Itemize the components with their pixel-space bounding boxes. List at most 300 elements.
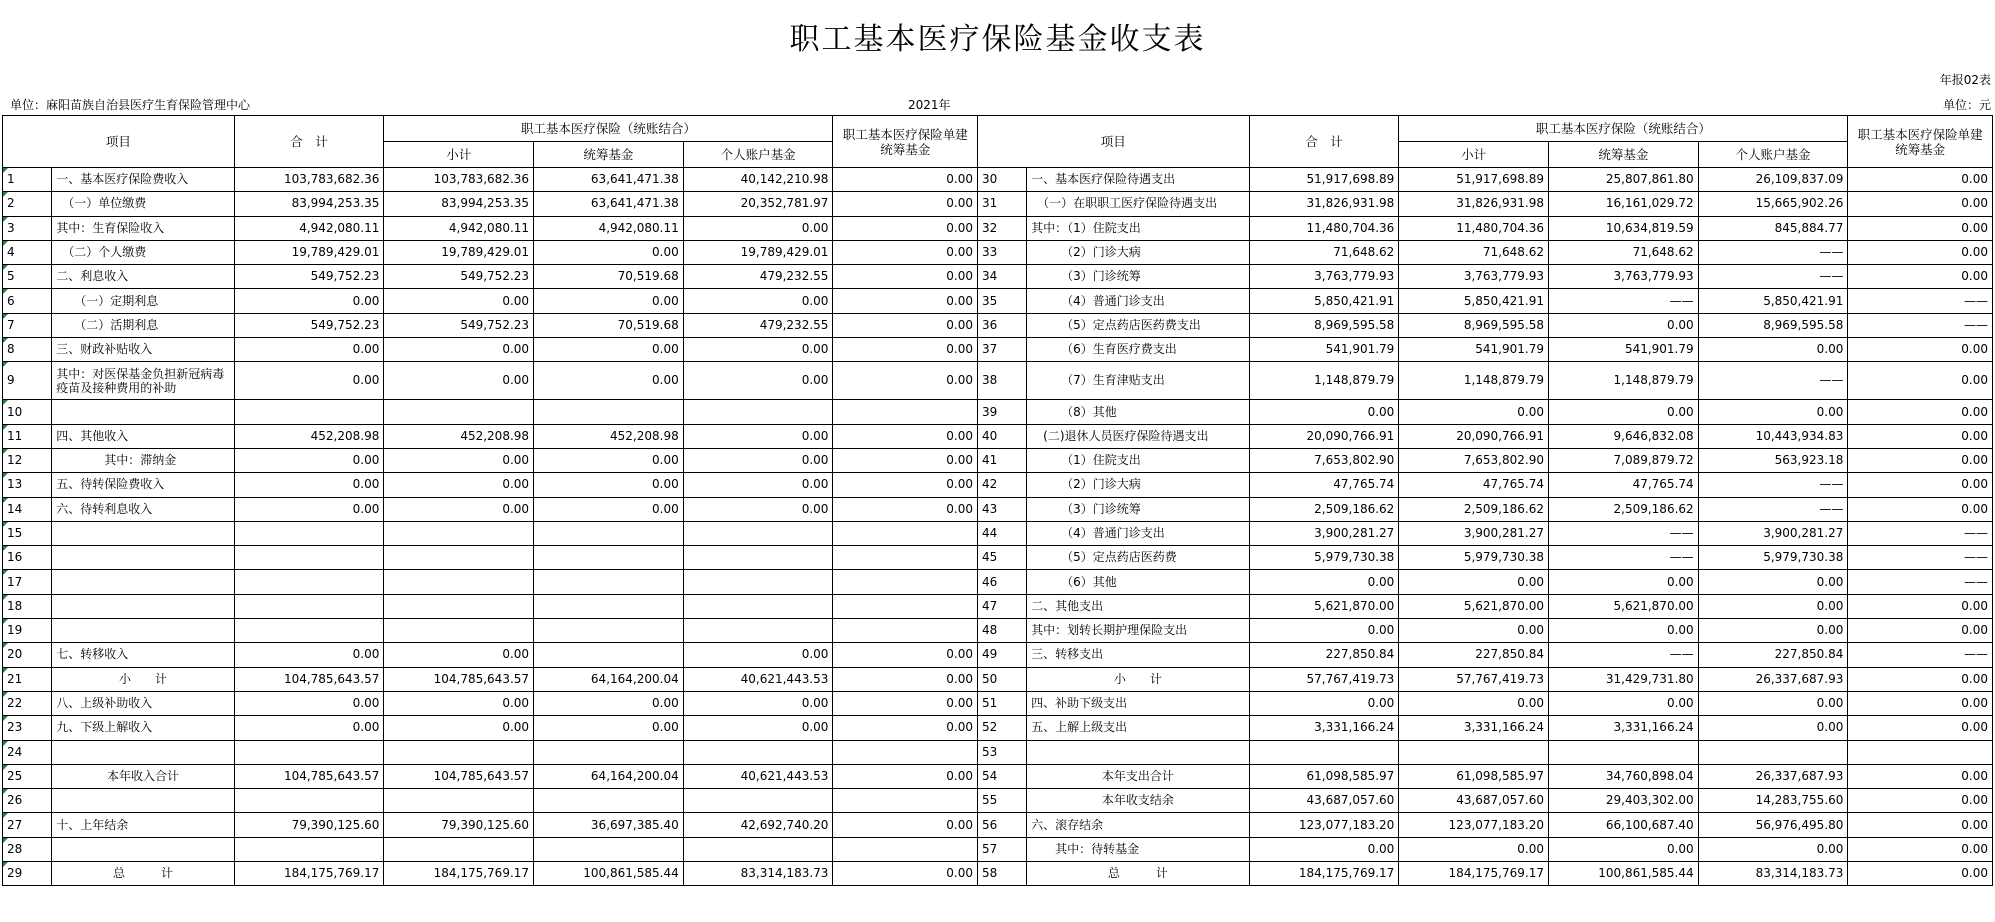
right-value-cell: 5,621,870.00 <box>1399 594 1549 618</box>
left-value-cell: 0.00 <box>384 289 534 313</box>
left-value-cell <box>833 400 978 424</box>
right-item-label: （7）生育津贴支出 <box>1027 362 1249 400</box>
left-value-cell: 0.00 <box>683 448 833 472</box>
table-row <box>3 289 1993 313</box>
right-value-cell: 123,077,183.20 <box>1399 813 1549 837</box>
left-value-cell: 4,942,080.11 <box>234 216 384 240</box>
right-value-cell: 5,979,730.38 <box>1399 546 1549 570</box>
right-value-cell: 0.00 <box>1698 619 1848 643</box>
right-value-cell: 0.00 <box>1698 338 1848 362</box>
right-value-cell: 31,826,931.98 <box>1399 192 1549 216</box>
right-value-cell: 184,175,769.17 <box>1249 862 1399 886</box>
right-line-number: 45 <box>977 546 1026 570</box>
table-row <box>3 789 1993 813</box>
right-value-cell: 26,337,687.93 <box>1698 764 1848 788</box>
left-value-cell: 0.00 <box>234 473 384 497</box>
left-value-cell: 479,232.55 <box>683 313 833 337</box>
left-value-cell: 0.00 <box>234 362 384 400</box>
right-item-label: 小 计 <box>1027 667 1249 691</box>
right-value-cell <box>1249 740 1399 764</box>
right-line-number: 38 <box>977 362 1026 400</box>
left-value-cell: 0.00 <box>833 192 978 216</box>
right-line-number: 32 <box>977 216 1026 240</box>
left-value-cell: 83,994,253.35 <box>234 192 384 216</box>
table-row <box>3 473 1993 497</box>
left-value-cell: 549,752.23 <box>384 313 534 337</box>
right-value-cell: 11,480,704.36 <box>1249 216 1399 240</box>
right-value-cell: 0.00 <box>1399 570 1549 594</box>
right-value-cell: 227,850.84 <box>1249 643 1399 667</box>
right-line-number: 44 <box>977 521 1026 545</box>
right-line-number: 43 <box>977 497 1026 521</box>
left-value-cell: 0.00 <box>683 691 833 715</box>
right-value-cell: 83,314,183.73 <box>1698 862 1848 886</box>
left-line-number: 17 <box>3 570 52 594</box>
left-value-cell <box>234 594 384 618</box>
left-value-cell: 63,641,471.38 <box>534 168 684 192</box>
right-value-cell: 5,979,730.38 <box>1698 546 1848 570</box>
right-total-header: 合 计 <box>1249 116 1399 168</box>
left-item-label <box>52 740 235 764</box>
left-value-cell: 4,942,080.11 <box>384 216 534 240</box>
left-value-cell: 0.00 <box>683 362 833 400</box>
left-line-number: 7 <box>3 313 52 337</box>
left-value-cell: 0.00 <box>833 643 978 667</box>
left-item-label: 其中：滞纳金 <box>52 448 235 472</box>
left-value-cell: 452,208.98 <box>234 424 384 448</box>
right-value-cell: 0.00 <box>1848 862 1993 886</box>
right-line-number: 33 <box>977 240 1026 264</box>
left-value-cell <box>833 619 978 643</box>
right-value-cell: 5,850,421.91 <box>1249 289 1399 313</box>
left-value-cell <box>384 837 534 861</box>
left-value-cell: 0.00 <box>384 716 534 740</box>
left-line-number: 14 <box>3 497 52 521</box>
left-value-cell <box>234 521 384 545</box>
left-line-number: 18 <box>3 594 52 618</box>
left-line-number: 20 <box>3 643 52 667</box>
left-value-cell: 64,164,200.04 <box>534 667 684 691</box>
right-item-label: 本年收支结余 <box>1027 789 1249 813</box>
right-item-label: （5）定点药店医药费支出 <box>1027 313 1249 337</box>
right-item-label: （1）住院支出 <box>1027 448 1249 472</box>
right-item-label: （4）普通门诊支出 <box>1027 521 1249 545</box>
left-item-label: 小 计 <box>52 667 235 691</box>
left-value-cell <box>534 643 684 667</box>
right-value-cell: 61,098,585.97 <box>1249 764 1399 788</box>
fund-statement-table <box>2 115 1993 886</box>
left-value-cell: 0.00 <box>683 424 833 448</box>
right-value-cell: 0.00 <box>1249 570 1399 594</box>
left-value-cell: 184,175,769.17 <box>234 862 384 886</box>
table-row <box>3 764 1993 788</box>
right-value-cell: 0.00 <box>1399 400 1549 424</box>
right-value-cell: 2,509,186.62 <box>1249 497 1399 521</box>
left-value-cell: 40,621,443.53 <box>683 764 833 788</box>
right-item-label: （2）门诊大病 <box>1027 473 1249 497</box>
left-value-cell: 79,390,125.60 <box>384 813 534 837</box>
right-value-cell: 2,509,186.62 <box>1399 497 1549 521</box>
right-value-cell: 0.00 <box>1848 619 1993 643</box>
left-value-cell <box>683 789 833 813</box>
right-value-cell: 71,648.62 <box>1249 240 1399 264</box>
right-item-label: 五、上解上级支出 <box>1027 716 1249 740</box>
left-value-cell <box>534 521 684 545</box>
right-personal-header: 个人账户基金 <box>1698 142 1848 168</box>
right-value-cell: 56,976,495.80 <box>1698 813 1848 837</box>
right-value-cell <box>1848 740 1993 764</box>
left-line-number: 12 <box>3 448 52 472</box>
right-value-cell: 0.00 <box>1548 619 1698 643</box>
left-item-label: （二）活期利息 <box>52 313 235 337</box>
left-value-cell <box>384 400 534 424</box>
right-value-cell <box>1698 740 1848 764</box>
right-value-cell: 0.00 <box>1848 789 1993 813</box>
right-line-number: 34 <box>977 265 1026 289</box>
left-value-cell: 0.00 <box>833 862 978 886</box>
left-item-label: 八、上级补助收入 <box>52 691 235 715</box>
right-value-cell: 1,148,879.79 <box>1399 362 1549 400</box>
left-personal-header: 个人账户基金 <box>683 142 833 168</box>
right-item-label: （6）其他 <box>1027 570 1249 594</box>
right-line-number: 47 <box>977 594 1026 618</box>
left-item-label: 六、待转利息收入 <box>52 497 235 521</box>
left-value-cell <box>384 619 534 643</box>
left-value-cell: 0.00 <box>384 643 534 667</box>
left-value-cell: 0.00 <box>683 216 833 240</box>
left-value-cell <box>384 594 534 618</box>
right-value-cell: 5,979,730.38 <box>1249 546 1399 570</box>
left-item-label <box>52 400 235 424</box>
right-value-cell: 0.00 <box>1698 594 1848 618</box>
right-value-cell: 29,403,302.00 <box>1548 789 1698 813</box>
right-value-cell: 0.00 <box>1399 619 1549 643</box>
currency-unit: 单位：元 <box>1942 98 1991 112</box>
right-value-cell: 0.00 <box>1548 837 1698 861</box>
right-value-cell <box>1399 740 1549 764</box>
left-value-cell: 104,785,643.57 <box>384 764 534 788</box>
right-line-number: 37 <box>977 338 1026 362</box>
right-line-number: 36 <box>977 313 1026 337</box>
right-group-header: 职工基本医疗保险（统账结合） <box>1399 116 1848 142</box>
left-line-number: 26 <box>3 789 52 813</box>
right-value-cell: 0.00 <box>1848 240 1993 264</box>
right-line-number: 50 <box>977 667 1026 691</box>
right-value-cell: 10,443,934.83 <box>1698 424 1848 448</box>
right-single-header: 职工基本医疗保险单建统筹基金 <box>1848 116 1993 168</box>
right-value-cell: 25,807,861.80 <box>1548 168 1698 192</box>
right-value-cell: 57,767,419.73 <box>1399 667 1549 691</box>
left-item-label: 四、其他收入 <box>52 424 235 448</box>
left-item-label <box>52 570 235 594</box>
right-value-cell: 0.00 <box>1698 400 1848 424</box>
right-value-cell: 5,850,421.91 <box>1698 289 1848 313</box>
right-value-cell: 8,969,595.58 <box>1399 313 1549 337</box>
right-value-cell: 3,763,779.93 <box>1548 265 1698 289</box>
right-value-cell: —— <box>1848 313 1993 337</box>
left-item-label: 本年收入合计 <box>52 764 235 788</box>
right-value-cell: 0.00 <box>1848 216 1993 240</box>
right-value-cell: 11,480,704.36 <box>1399 216 1549 240</box>
left-item-label: 七、转移收入 <box>52 643 235 667</box>
left-value-cell: 0.00 <box>833 289 978 313</box>
table-row <box>3 837 1993 861</box>
left-line-number: 1 <box>3 168 52 192</box>
right-line-number: 31 <box>977 192 1026 216</box>
left-line-number: 4 <box>3 240 52 264</box>
left-value-cell <box>683 594 833 618</box>
left-line-number: 21 <box>3 667 52 691</box>
right-item-label: （8）其他 <box>1027 400 1249 424</box>
left-value-cell <box>384 570 534 594</box>
left-item-label: （二）个人缴费 <box>52 240 235 264</box>
left-value-cell: 19,789,429.01 <box>384 240 534 264</box>
left-value-cell: 0.00 <box>833 667 978 691</box>
left-value-cell: 83,994,253.35 <box>384 192 534 216</box>
left-value-cell: 0.00 <box>833 216 978 240</box>
right-value-cell: —— <box>1848 521 1993 545</box>
right-value-cell: 43,687,057.60 <box>1399 789 1549 813</box>
right-value-cell: 0.00 <box>1848 338 1993 362</box>
left-line-number: 9 <box>3 362 52 400</box>
left-line-number: 3 <box>3 216 52 240</box>
left-item-label: 十、上年结余 <box>52 813 235 837</box>
right-value-cell: 0.00 <box>1698 837 1848 861</box>
left-value-cell: 103,783,682.36 <box>234 168 384 192</box>
right-value-cell: 0.00 <box>1698 691 1848 715</box>
right-value-cell: 31,429,731.80 <box>1548 667 1698 691</box>
right-value-cell: 5,621,870.00 <box>1249 594 1399 618</box>
left-value-cell <box>683 740 833 764</box>
left-value-cell: 63,641,471.38 <box>534 192 684 216</box>
right-value-cell: 71,648.62 <box>1399 240 1549 264</box>
left-value-cell <box>384 789 534 813</box>
left-value-cell: 479,232.55 <box>683 265 833 289</box>
right-value-cell: —— <box>1698 497 1848 521</box>
left-value-cell: 79,390,125.60 <box>234 813 384 837</box>
table-row <box>3 168 1993 192</box>
left-item-label: 其中：对医保基金负担新冠病毒疫苗及接种费用的补助 <box>52 362 235 400</box>
right-item-label: 其中：划转长期护理保险支出 <box>1027 619 1249 643</box>
left-value-cell: 0.00 <box>234 497 384 521</box>
table-row <box>3 813 1993 837</box>
right-value-cell: 16,161,029.72 <box>1548 192 1698 216</box>
right-value-cell: 51,917,698.89 <box>1399 168 1549 192</box>
left-value-cell: 64,164,200.04 <box>534 764 684 788</box>
right-value-cell: 3,900,281.27 <box>1698 521 1848 545</box>
left-value-cell: 549,752.23 <box>384 265 534 289</box>
left-value-cell <box>534 594 684 618</box>
right-value-cell: 227,850.84 <box>1698 643 1848 667</box>
left-line-number: 25 <box>3 764 52 788</box>
left-value-cell: 104,785,643.57 <box>384 667 534 691</box>
right-line-number: 41 <box>977 448 1026 472</box>
left-value-cell: 0.00 <box>234 448 384 472</box>
right-line-number: 42 <box>977 473 1026 497</box>
left-value-cell: 83,314,183.73 <box>683 862 833 886</box>
left-value-cell: 452,208.98 <box>384 424 534 448</box>
right-value-cell: 5,621,870.00 <box>1548 594 1698 618</box>
left-line-number: 16 <box>3 546 52 570</box>
right-value-cell: 57,767,419.73 <box>1249 667 1399 691</box>
table-row <box>3 862 1993 886</box>
left-value-cell: 0.00 <box>833 497 978 521</box>
left-value-cell: 0.00 <box>833 313 978 337</box>
left-value-cell: 549,752.23 <box>234 265 384 289</box>
left-value-cell: 103,783,682.36 <box>384 168 534 192</box>
right-item-label: 其中：（1）住院支出 <box>1027 216 1249 240</box>
right-value-cell: 7,653,802.90 <box>1249 448 1399 472</box>
left-value-cell: 0.00 <box>384 362 534 400</box>
left-value-cell: 104,785,643.57 <box>234 764 384 788</box>
right-value-cell: 3,331,166.24 <box>1548 716 1698 740</box>
left-value-cell <box>534 570 684 594</box>
right-value-cell: —— <box>1848 570 1993 594</box>
left-line-number: 13 <box>3 473 52 497</box>
right-value-cell: 47,765.74 <box>1548 473 1698 497</box>
table-row <box>3 240 1993 264</box>
left-value-cell <box>234 570 384 594</box>
left-item-label <box>52 837 235 861</box>
left-value-cell <box>833 837 978 861</box>
right-item-label: 三、转移支出 <box>1027 643 1249 667</box>
left-value-cell <box>833 570 978 594</box>
table-row <box>3 643 1993 667</box>
left-value-cell: 100,861,585.44 <box>534 862 684 886</box>
table-row <box>3 400 1993 424</box>
left-item-label: 三、财政补贴收入 <box>52 338 235 362</box>
left-value-cell: 36,697,385.40 <box>534 813 684 837</box>
left-line-number: 22 <box>3 691 52 715</box>
left-value-cell: 0.00 <box>534 362 684 400</box>
left-line-number: 28 <box>3 837 52 861</box>
right-value-cell: 541,901.79 <box>1399 338 1549 362</box>
left-value-cell <box>683 570 833 594</box>
left-value-cell: 0.00 <box>234 691 384 715</box>
right-value-cell: 66,100,687.40 <box>1548 813 1698 837</box>
right-value-cell: 2,509,186.62 <box>1548 497 1698 521</box>
left-value-cell: 0.00 <box>683 497 833 521</box>
left-value-cell: 0.00 <box>833 716 978 740</box>
left-value-cell <box>833 594 978 618</box>
left-value-cell <box>833 521 978 545</box>
left-line-number: 11 <box>3 424 52 448</box>
left-value-cell: 0.00 <box>534 497 684 521</box>
right-item-label <box>1027 740 1249 764</box>
table-row <box>3 192 1993 216</box>
right-pooled-header: 统筹基金 <box>1548 142 1698 168</box>
right-item-label: （4）普通门诊支出 <box>1027 289 1249 313</box>
right-value-cell: 0.00 <box>1848 813 1993 837</box>
left-value-cell: 40,142,210.98 <box>683 168 833 192</box>
left-value-cell: 0.00 <box>534 448 684 472</box>
right-line-number: 57 <box>977 837 1026 861</box>
left-group-header: 职工基本医疗保险（统账结合） <box>384 116 833 142</box>
right-value-cell: —— <box>1548 643 1698 667</box>
table-row <box>3 216 1993 240</box>
left-value-cell: 0.00 <box>833 424 978 448</box>
left-value-cell: 0.00 <box>683 643 833 667</box>
left-value-cell: 549,752.23 <box>234 313 384 337</box>
right-line-number: 39 <box>977 400 1026 424</box>
right-value-cell: 0.00 <box>1848 265 1993 289</box>
right-value-cell: 5,850,421.91 <box>1399 289 1549 313</box>
right-value-cell: —— <box>1848 289 1993 313</box>
left-line-number: 24 <box>3 740 52 764</box>
right-value-cell: 20,090,766.91 <box>1399 424 1549 448</box>
right-value-cell: 0.00 <box>1249 400 1399 424</box>
right-value-cell: 47,765.74 <box>1249 473 1399 497</box>
right-subtotal-header: 小计 <box>1399 142 1549 168</box>
right-value-cell: 34,760,898.04 <box>1548 764 1698 788</box>
right-value-cell: 0.00 <box>1399 691 1549 715</box>
left-value-cell: 0.00 <box>534 240 684 264</box>
right-value-cell: 3,763,779.93 <box>1249 265 1399 289</box>
right-value-cell: 0.00 <box>1848 691 1993 715</box>
right-value-cell: 7,089,879.72 <box>1548 448 1698 472</box>
table-row <box>3 362 1993 400</box>
right-value-cell: 0.00 <box>1249 691 1399 715</box>
right-line-number: 53 <box>977 740 1026 764</box>
table-row <box>3 594 1993 618</box>
right-value-cell: —— <box>1698 473 1848 497</box>
right-value-cell: 7,653,802.90 <box>1399 448 1549 472</box>
left-value-cell <box>534 740 684 764</box>
right-line-number: 40 <box>977 424 1026 448</box>
right-value-cell: 1,148,879.79 <box>1548 362 1698 400</box>
right-line-number: 35 <box>977 289 1026 313</box>
left-item-label: 五、待转保险费收入 <box>52 473 235 497</box>
left-value-cell: 0.00 <box>833 168 978 192</box>
left-total-header: 合 计 <box>234 116 384 168</box>
right-value-cell: 563,923.18 <box>1698 448 1848 472</box>
table-row <box>3 497 1993 521</box>
right-value-cell: 0.00 <box>1848 497 1993 521</box>
right-value-cell: 0.00 <box>1848 837 1993 861</box>
table-row <box>3 313 1993 337</box>
report-title: 职工基本医疗保险基金收支表 <box>789 22 1206 57</box>
right-value-cell: 8,969,595.58 <box>1249 313 1399 337</box>
table-row <box>3 424 1993 448</box>
right-item-label: 本年支出合计 <box>1027 764 1249 788</box>
left-value-cell <box>833 546 978 570</box>
left-value-cell: 0.00 <box>234 643 384 667</box>
left-value-cell <box>833 789 978 813</box>
left-value-cell: 0.00 <box>833 473 978 497</box>
left-value-cell <box>234 400 384 424</box>
right-line-number: 48 <box>977 619 1026 643</box>
right-value-cell: 0.00 <box>1848 424 1993 448</box>
left-value-cell: 0.00 <box>833 362 978 400</box>
left-value-cell: 20,352,781.97 <box>683 192 833 216</box>
left-value-cell: 0.00 <box>384 448 534 472</box>
left-line-number: 15 <box>3 521 52 545</box>
left-line-number: 2 <box>3 192 52 216</box>
right-item-label: 二、其他支出 <box>1027 594 1249 618</box>
left-item-label: 二、利息收入 <box>52 265 235 289</box>
right-item-label: (二)退休人员医疗保险待遇支出 <box>1027 424 1249 448</box>
left-item-label <box>52 546 235 570</box>
right-value-cell: 0.00 <box>1848 400 1993 424</box>
left-pooled-header: 统筹基金 <box>534 142 684 168</box>
left-line-number: 27 <box>3 813 52 837</box>
right-value-cell: —— <box>1848 643 1993 667</box>
right-value-cell: 0.00 <box>1848 667 1993 691</box>
table-row <box>3 338 1993 362</box>
right-value-cell: 14,283,755.60 <box>1698 789 1848 813</box>
left-value-cell: 0.00 <box>384 473 534 497</box>
left-value-cell: 0.00 <box>833 265 978 289</box>
